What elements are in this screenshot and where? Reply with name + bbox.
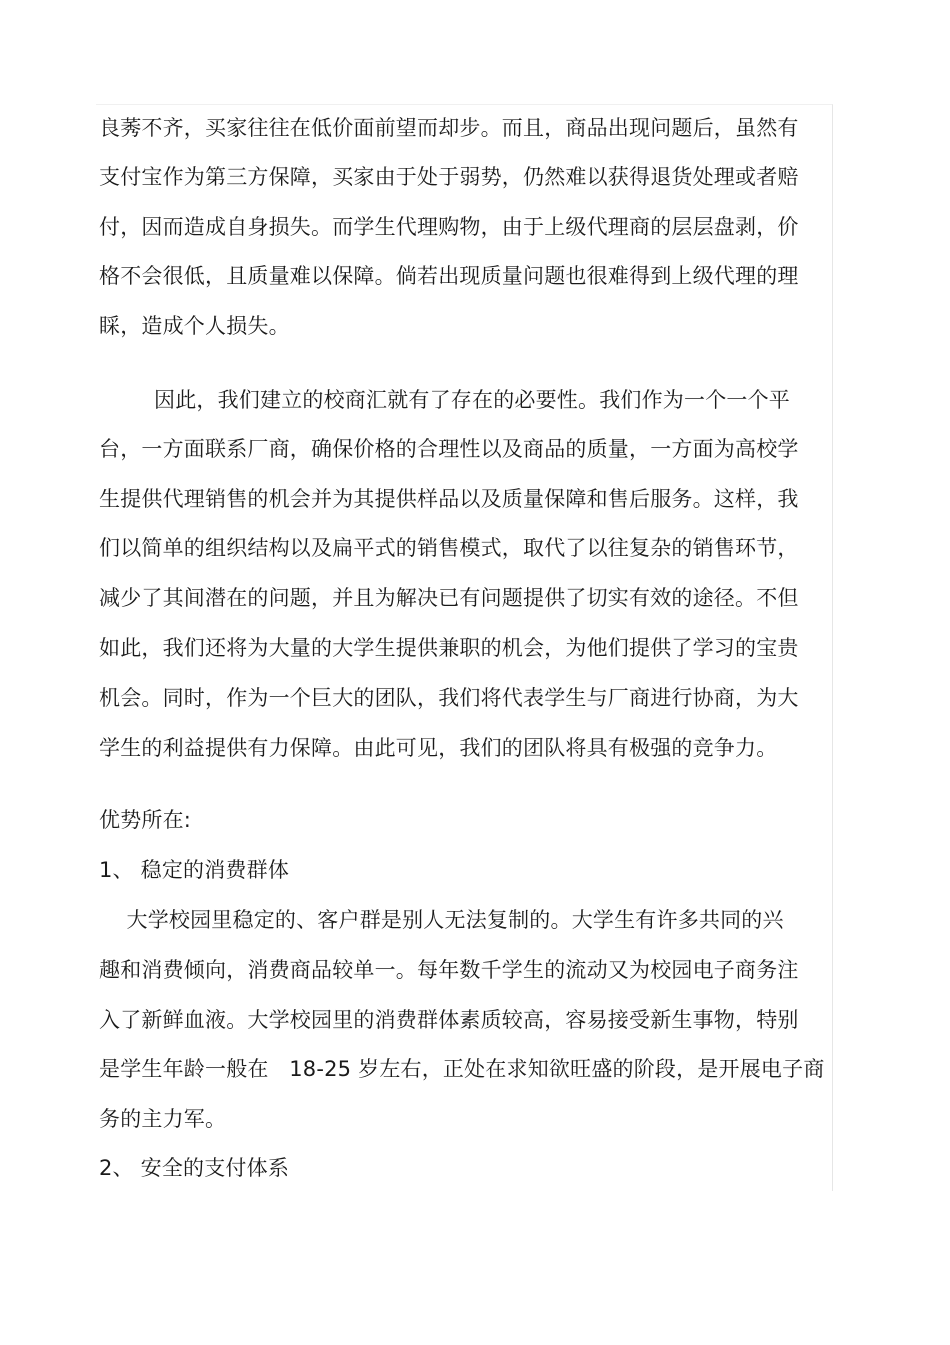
item1-line: 入了新鲜血液。大学校园里的消费群体素质较高，容易接受新生事物，特别 [99,1008,799,1032]
item1-heading: 1、 稳定的消费群体 [99,858,290,882]
item1-line: 大学校园里稳定的、客户群是别人无法复制的。大学生有许多共同的兴 [99,908,784,932]
paragraph2-line: 学生的利益提供有力保障。由此可见，我们的团队将具有极强的竞争力。 [99,736,778,760]
paragraph1-line: 格不会很低，且质量难以保障。倘若出现质量问题也很难得到上级代理的理 [99,264,799,288]
paragraph2-line: 台，一方面联系厂商，确保价格的合理性以及商品的质量，一方面为高校学 [99,437,799,461]
paragraph2-line: 因此，我们建立的校商汇就有了存在的必要性。我们作为一个一个平 [99,388,790,412]
paragraph2-line: 机会。同时，作为一个巨大的团队，我们将代表学生与厂商进行协商，为大 [99,686,799,710]
paragraph2-line: 生提供代理销售的机会并为其提供样品以及质量保障和售后服务。这样，我 [99,487,799,511]
advantages-heading: 优势所在: [99,808,192,832]
item1-line: 务的主力军。 [99,1107,227,1131]
paragraph2-line: 们以简单的组织结构以及扁平式的销售模式，取代了以往复杂的销售环节， [99,536,799,560]
paragraph1-line: 良莠不齐，买家往往在低价面前望而却步。而且，商品出现问题后，虽然有 [99,116,799,140]
paragraph1-line: 付，因而造成自身损失。而学生代理购物，由于上级代理商的层层盘剥，价 [99,215,799,239]
paragraph2-line: 减少了其间潜在的问题，并且为解决已有问题提供了切实有效的途径。不但 [99,586,799,610]
item2-heading: 2、 安全的支付体系 [99,1156,290,1180]
paragraph2-line: 如此，我们还将为大量的大学生提供兼职的机会，为他们提供了学习的宝贵 [99,636,799,660]
paragraph1-line: 睬，造成个人损失。 [99,314,290,338]
item1-line: 趣和消费倾向，消费商品较单一。每年数千学生的流动又为校园电子商务注 [99,958,799,982]
paragraph1-line: 支付宝作为第三方保障，买家由于处于弱势，仍然难以获得退货处理或者赔 [99,165,799,189]
item1-line: 是学生年龄一般在 18-25 岁左右，正处在求知欲旺盛的阶段，是开展电子商 [99,1057,825,1081]
